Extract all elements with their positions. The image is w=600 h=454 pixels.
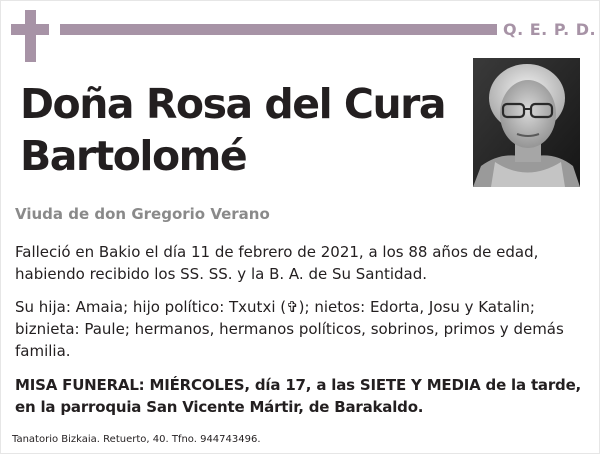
paragraph-line: en la parroquia San Vicente Mártir, de Barakaldo. bbox=[15, 398, 424, 416]
paragraph-line: Su hija: Amaia; hijo político: Txutxi (✞); nietos: Edorta, Josu y Katalin; bbox=[15, 298, 535, 316]
header-rule bbox=[60, 24, 497, 35]
paragraph-line: MISA FUNERAL: MIÉRCOLES, día 17, a las SIETE Y MEDIA de la tarde, bbox=[15, 376, 582, 394]
funeral-home-footer: Tanatorio Bizkaia. Retuerto, 40. Tfno. 944743496. bbox=[12, 434, 261, 445]
death-notice-paragraph bbox=[15, 241, 590, 285]
name-line-2: Bartolomé bbox=[20, 132, 247, 180]
name-line-1: Doña Rosa del Cura bbox=[20, 80, 446, 128]
paragraph-line: familia. bbox=[15, 342, 71, 360]
qepd-label: Q. E. P. D. bbox=[503, 20, 597, 39]
funeral-mass-paragraph bbox=[15, 374, 590, 418]
deceased-name bbox=[20, 78, 450, 182]
portrait-photo bbox=[473, 58, 580, 187]
paragraph-line: Falleció en Bakio el día 11 de febrero de 2021, a los 88 años de edad, bbox=[15, 243, 539, 261]
family-paragraph bbox=[15, 296, 590, 362]
paragraph-line: habiendo recibido los SS. SS. y la B. A. de Su Santidad. bbox=[15, 265, 428, 283]
subtitle-widow: Viuda de don Gregorio Verano bbox=[15, 205, 270, 223]
paragraph-line: biznieta: Paule; hermanos, hermanos políticos, sobrinos, primos y demás bbox=[15, 320, 564, 338]
